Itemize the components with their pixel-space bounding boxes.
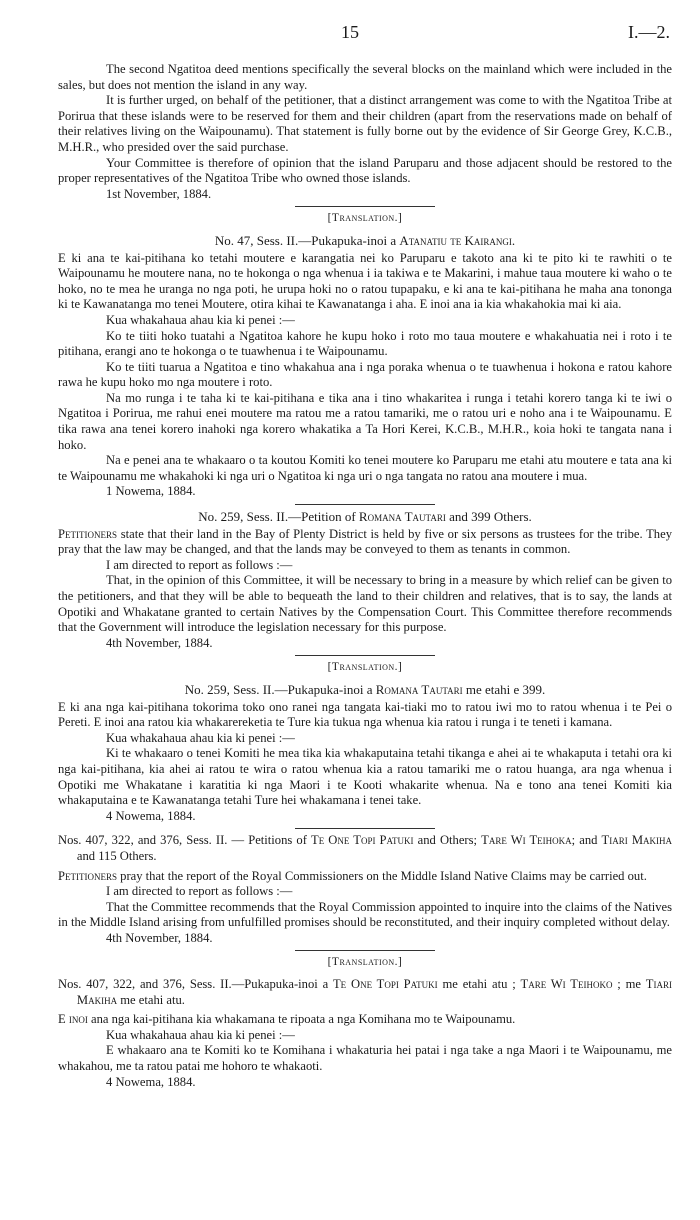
paragraph: Ki te whakaaro o tenei Komiti he mea tika kia whakaputaina tetahi tikanga e ahei ai te whakaputa i tetahi ora ki nga kai-pitihana, kia ahei ai ratou te wira o ratou whenua kia a ratou tamariki me o ratou huanga, ara nga whenua i Opotiki me Whakatane i karatitia ki nga Maori i te Kooti whakarite whenua. Na e tono ana tenei Komiti kia whakaputaina e te Kawanatanga tetahi Ture hei whakamana i tenei take. xyxy=(58,746,672,808)
date-line: 1st November, 1884. xyxy=(106,186,212,201)
divider xyxy=(295,950,435,951)
paragraph: Na e penei ana te whakaaro o ta koutou Komiti ko tenei moutere ko Paruparu me etahi atu moutere e tata ana ki te Waipounamu me whakahoki ki nga uri o Ngatitoa ki nga uri o nga tangata no ratou ana moutere i mua. xyxy=(58,453,672,483)
heading-text: No. 259, Sess. II.—Petition of xyxy=(198,509,359,525)
lead-words: E inoi xyxy=(58,1012,88,1027)
heading-text: Nos. 407, 322, and 376, Sess. II. — Petitions of xyxy=(58,833,311,848)
paragraph: Ko te tiiti tuarua a Ngatitoa e tino whakahua ana i nga poraka whenua o te tuawhenua i hokona e ratou kahore rawa he kupu hoko mo nga moutere i roto. xyxy=(58,359,672,390)
paragraph-text: state that their land in the Bay of Plenty District is held by five or six persons as trustees for the tribe. They pray that the law may be changed, and that the lands may be conveyed to them as tenants in common. xyxy=(58,526,672,557)
heading-text: me etahi e 399. xyxy=(462,681,546,697)
heading-text: me etahi atu. xyxy=(117,992,185,1007)
petitioners-word: Petitioners xyxy=(58,526,117,541)
date-line: 4th November, 1884. xyxy=(106,930,213,945)
paragraph: E whakaaro ana te Komiti ko te Komihana i whakaturia hei patai i nga take a nga Maori i te Waipounamu, me whakahou, me ta ratou patai me hohoro te whakaoti. xyxy=(58,1043,672,1074)
petition-heading xyxy=(58,977,672,1008)
petitioner-name: Atanatiu te Kairangi. xyxy=(399,232,516,248)
petition-heading xyxy=(58,682,672,698)
paragraph xyxy=(58,1012,672,1028)
petitioners-word: Petitioners xyxy=(58,868,117,883)
petitioner-name: Tare Wi Teihoka xyxy=(481,833,572,848)
petitioner-name: Tiari Makiha xyxy=(601,833,673,848)
heading-text: No. 47, Sess. II.—Pukapuka-inoi a xyxy=(214,232,400,248)
paragraph: Ko te tiiti hoko tuatahi a Ngatitoa kahore he kupu hoko i roto mo taua moutere e whakahuatia nei i roto i te pitihana, erangi ano te hokonga o te tuawhenua i te Waipounamu. xyxy=(58,328,672,359)
paragraph-text: pray that the report of the Royal Commissioners on the Middle Island Native Claims may be carried out. xyxy=(117,868,647,883)
divider xyxy=(295,655,435,656)
heading-text: me etahi atu ; xyxy=(437,977,521,992)
page-number: 15 xyxy=(341,22,359,42)
petitioner-name: Te One Topi Patuki xyxy=(311,833,414,848)
heading-text: Nos. 407, 322, and 376, Sess. II.—Pukapuka-inoi a xyxy=(58,977,333,992)
paragraph xyxy=(58,869,672,885)
date-line: 4th November, 1884. xyxy=(106,635,213,650)
heading-text: No. 259, Sess. II.—Pukapuka-inoi a xyxy=(184,681,376,697)
paragraph: Kua whakahaua ahau kia ki penei :— xyxy=(106,1027,295,1042)
date-line: 1 Nowema, 1884. xyxy=(106,484,196,499)
paragraph: Your Committee is therefore of opinion that the island Paruparu and those adjacent should be restored to the proper representatives of the Ngatitoa Tribe who owned those islands. xyxy=(58,155,672,186)
paragraph: That the Committee recommends that the Royal Commission appointed to inquire into the claims of the Natives in the Middle Island arising from unfulfilled promises should be reconstituted, and their inquiry completed without delay. xyxy=(58,899,672,930)
heading-text: ; me xyxy=(612,977,646,992)
paragraph: Na mo runga i te taha ki te kai-pitihana e tika ana i tino whakaritea i runga i tetahi korero tanga ki te iwi o Ngatitoa i Porirua, me rahui enei moutere ma ratou me a ratou tamariki, me o ratou uri e noho ana i te Waipounamu. E tika rawa ana tenei korero inahoki nga korero whakatika a Ta Hori Kerei, K.C.B., M.H.R., koia hoki te tangata nana i hoko. xyxy=(58,390,672,452)
paragraph-text: ana nga kai-pitihana kia whakamana te ripoata a nga Komihana mo te Waipounamu. xyxy=(87,1012,516,1027)
paragraph: The second Ngatitoa deed mentions specifically the several blocks on the mainland which were included in the sales, but does not mention the island in any way. xyxy=(58,62,672,92)
petitioner-name: Romana Tautari xyxy=(358,509,446,525)
translation-label: [Translation.] xyxy=(327,956,403,969)
paragraph: E ki ana nga kai-pitihana tokorima toko ono ranei nga tangata kai-tiaki mo to ratou iwi mo to ratou whenua i te Pei o Pereti. E inoi ana ratou kia whakarereketia te Ture kia tukua nga whenua kia ratou i runga i te teneti i kamana. xyxy=(58,699,672,730)
petitioner-name: Romana Tautari xyxy=(375,681,463,697)
divider xyxy=(295,504,435,505)
paragraph: That, in the opinion of this Committee, it will be necessary to bring in a measure by which relief can be given to the petitioners, and that they will be able to bequeath the land to their children and relatives, that is to say, the lands at Opotiki and Whakatane granted to certain Natives by the Compensation Court. This Committee therefore recommends that the Government will introduce the legislation necessary for this purpose. xyxy=(58,573,672,635)
paragraph: I am directed to report as follows :— xyxy=(106,884,293,899)
paragraph: Kua whakahaua ahau kia ki penei :— xyxy=(106,312,295,327)
petitioner-name: Te One Topi Patuki xyxy=(332,977,438,992)
paragraph: I am directed to report as follows :— xyxy=(106,557,293,572)
translation-label: [Translation.] xyxy=(327,661,403,674)
date-line: 4 Nowema, 1884. xyxy=(106,1074,196,1089)
paragraph: Kua whakahaua ahau kia ki penei :— xyxy=(106,730,295,745)
heading-text: and 115 Others. xyxy=(76,848,157,863)
paragraph: E ki ana te kai-pitihana ko tetahi moutere e karangatia nei ko Paruparu e takoto ana ki te pito ki te rawhiti o te Waipounamu he moutere nana, no te hokonga o nga whenua i ia takiwa e te Makarini, i mahue taua moutere ki waho o te hoko, no te mea he uranga no nga poti, he urupa hoki no o ratou tupapaku, e ki ana te kai-pitihana he maha ana tononga ki te Kawanatanga mo tenei Moutere, otira kihai te Kawanatanga i aha. E inoi ana ia kia whakahokia mai ki aia. xyxy=(58,250,672,312)
petitioner-name: Tare Wi Teihoko xyxy=(520,977,613,992)
document-body xyxy=(58,62,672,1090)
divider xyxy=(295,206,435,207)
petition-heading xyxy=(58,233,672,249)
petition-heading xyxy=(58,509,672,525)
petition-heading xyxy=(58,833,672,864)
divider xyxy=(295,828,435,829)
translation-label: [Translation.] xyxy=(327,212,403,225)
date-line: 4 Nowema, 1884. xyxy=(106,808,196,823)
page-reference: I.—2. xyxy=(628,22,670,42)
paragraph: It is further urged, on behalf of the petitioner, that a distinct arrangement was come to with the Ngatitoa Tribe at Porirua that these islands were to be reserved for them and their children (apart from the reservations made on behalf of their relatives living on the Waipounamu). That statement is fully borne out by the evidence of Sir George Grey, K.C.B., M.H.R., who presided over the said purchase. xyxy=(58,93,672,154)
paragraph xyxy=(58,527,672,558)
petitioner-name: Tiari Makiha xyxy=(76,977,672,1007)
heading-text: and 399 Others. xyxy=(445,509,532,525)
heading-text: and Others; xyxy=(413,833,482,848)
heading-text: ; and xyxy=(571,833,602,848)
